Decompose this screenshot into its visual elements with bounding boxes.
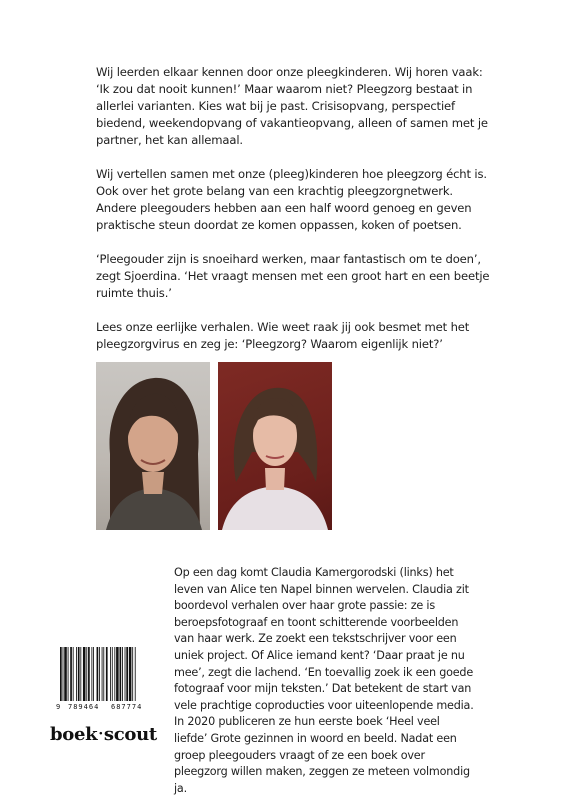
barcode-bar: [106, 647, 108, 701]
intro-text: [96, 64, 496, 370]
publisher-logo-part1: boek: [50, 724, 98, 745]
barcode-bar: [114, 647, 115, 701]
isbn-barcode: [58, 647, 158, 715]
barcode-bar: [63, 647, 64, 701]
barcode-bar: [88, 647, 90, 701]
barcode-bar: [126, 647, 128, 701]
author-bio: Op een dag komt Claudia Kamergorodski (links) het leven van Alice ten Napel binnen wervelen. Claudia zit boordevol verhalen over haar grote passie: ze is beroepsfotograaf en toont schitterende voorbeelden van haar werk. Ze zoekt een tekstschrijver voor een uniek project. Of Alice iemand kent? ‘Daar praat je nu mee’, zegt die lachend. ‘En toevallig zoek ik een goede fotograaf voor mijn teksten.’ Dat betekent de start van vele prachtige coproducties voor uiteenlopende media. In 2020 publiceren ze hun eerste boek ‘Heel veel liefde’ Grote gezinnen in woord en beeld. Nadat een groep pleegouders vraagt of ze een boek over pleegzorg willen maken, zeggen ze meteen volmondig ja.: [174, 566, 474, 795]
barcode-bar: [73, 647, 74, 701]
barcode-bar: [103, 647, 104, 701]
barcode-bar: [129, 647, 132, 701]
barcode-bar: [122, 647, 123, 701]
barcode-bar: [132, 647, 133, 701]
barcode-bar: [112, 647, 113, 701]
barcode-bar: [83, 647, 86, 701]
publisher-logo-separator: ·: [98, 726, 103, 742]
barcode-bar: [64, 647, 67, 701]
barcode-bar: [80, 647, 81, 701]
barcode-bar: [116, 647, 119, 701]
intro-paragraph-2: Wij vertellen samen met onze (pleeg)kinderen hoe pleegzorg écht is. Ook over het grote belang van een krachtig pleegzorgnetwerk. Andere pleegouders hebben aan een half woord genoeg en geven praktische steun doordat ze komen oppassen, koken of poetsen.: [96, 167, 487, 232]
barcode-bar: [120, 647, 122, 701]
barcode-bar: [125, 647, 126, 701]
intro-paragraph-4: Lees onze eerlijke verhalen. Wie weet raak jij ook besmet met het pleegzorgvirus en zeg je: ‘Pleegzorg? Waarom eigenlijk niet?’: [96, 320, 470, 351]
barcode-bar: [70, 647, 72, 701]
barcode-digit-first: 9: [56, 703, 61, 711]
author-photo-left: [96, 362, 210, 530]
barcode-bar: [78, 647, 80, 701]
barcode-digits-right: 687774: [111, 703, 143, 711]
barcode-bar: [99, 647, 100, 701]
barcode-digits-left: 789464: [68, 703, 100, 711]
intro-paragraph-1: Wij leerden elkaar kennen door onze pleegkinderen. Wij horen vaak: ‘Ik zou dat nooit kunnen!’ Maar waarom niet? Pleegzorg bestaat in allerlei varianten. Kies wat bij je past. Crisisopvang, perspectief biedend, weekendopvang of vakantieopvang, alleen of samen met je partner, het kan allemaal.: [96, 65, 488, 147]
author-photos: [96, 362, 476, 532]
barcode-bar: [68, 647, 69, 701]
barcode-bar: [102, 647, 103, 701]
barcode-bar: [91, 647, 92, 701]
barcode-bar: [76, 647, 77, 701]
publisher-logo-part2: scout: [103, 724, 157, 745]
barcode-bar: [60, 647, 62, 701]
intro-paragraph-3: ‘Pleegouder zijn is snoeihard werken, maar fantastisch om te doen’, zegt Sjoerdina. ‘Het vraagt mensen met een groot hart en een beetje ruimte thuis.’: [96, 252, 490, 300]
barcode-bar: [86, 647, 87, 701]
barcode-bar: [97, 647, 99, 701]
barcode-bar: [93, 647, 94, 701]
publisher-logo: [50, 724, 157, 745]
barcode-bar: [110, 647, 111, 701]
barcode-bars: [58, 647, 158, 705]
author-photo-right: [218, 362, 332, 530]
barcode-bar: [135, 647, 136, 701]
